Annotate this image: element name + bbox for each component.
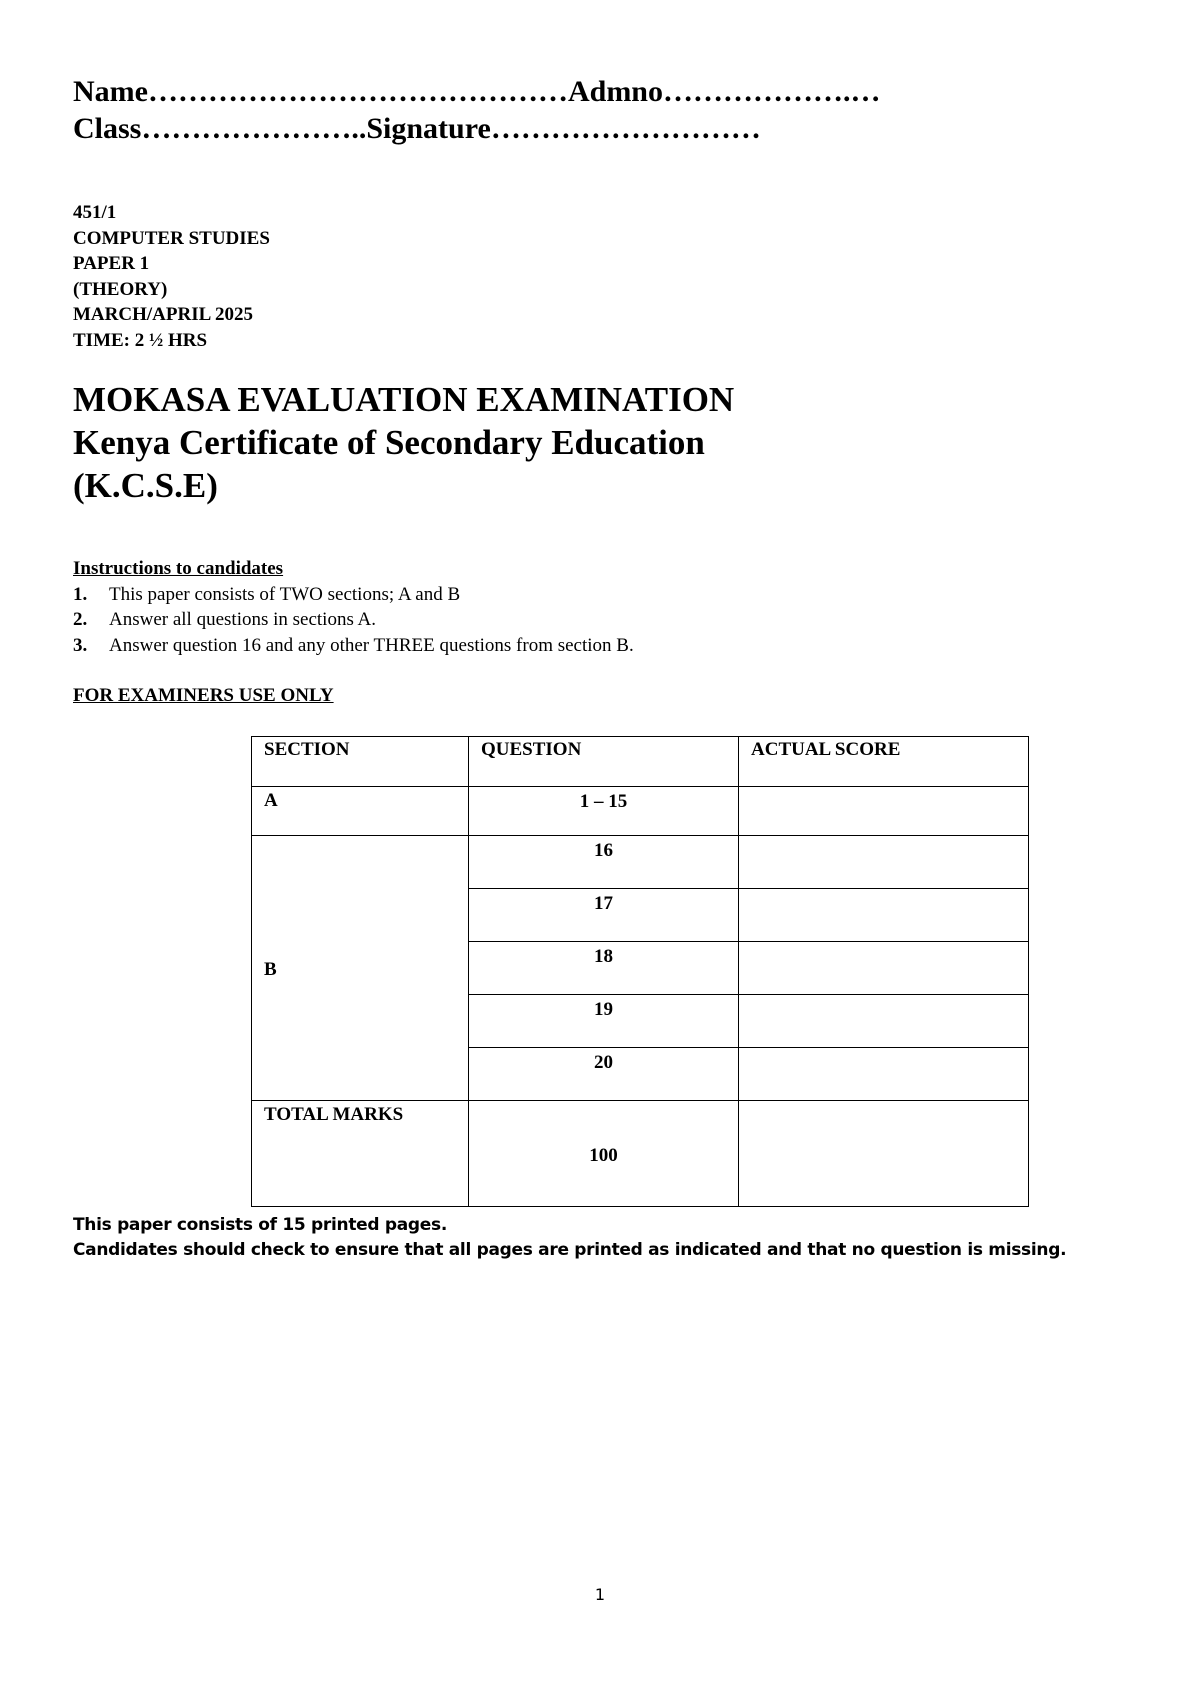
exam-title-block [73,378,734,507]
question-number: 18 [469,942,739,995]
footer-notes [73,1213,1066,1263]
section-b-label: B [252,836,469,1101]
check-note: Candidates should check to ensure that all pages are printed as indicated and that no question is missing. [73,1240,1067,1260]
certificate-name: Kenya Certificate of Secondary Education [73,423,705,462]
paper-subject: COMPUTER STUDIES [73,227,270,249]
paper-time: TIME: 2 ½ HRS [73,329,208,351]
examiners-use-heading: FOR EXAMINERS USE ONLY [73,685,334,706]
total-marks-label: TOTAL MARKS [252,1101,469,1207]
exam-name: MOKASA EVALUATION EXAMINATION [73,380,735,419]
score-cell[interactable] [739,836,1029,889]
table-row [252,1101,1029,1207]
score-table [251,736,1029,1207]
header-section: SECTION [252,737,469,787]
table-row [252,787,1029,836]
section-a-label: A [252,787,469,836]
pages-note: This paper consists of 15 printed pages. [73,1215,448,1235]
instruction-number: 1. [73,583,88,605]
paper-type: (THEORY) [73,278,168,300]
score-cell[interactable] [739,995,1029,1048]
total-score-cell[interactable] [739,1101,1029,1207]
section-a-score-cell[interactable] [739,787,1029,836]
instruction-number: 3. [73,634,88,656]
instruction-text: Answer question 16 and any other THREE questions from section B. [109,634,634,656]
certificate-abbreviation: (K.C.S.E) [73,466,218,505]
instruction-text: Answer all questions in sections A. [109,609,377,630]
score-cell[interactable] [739,889,1029,942]
instruction-item [73,607,634,633]
paper-code: 451/1 [73,202,117,223]
table-row [252,836,1029,889]
question-number: 16 [469,836,739,889]
class-signature-line: Class…………………..Signature……………………… [73,112,761,145]
instructions-list [73,582,634,659]
question-number: 19 [469,995,739,1048]
instruction-item [73,582,634,608]
instruction-number: 2. [73,609,88,630]
name-admno-line: Name……………………………………Admno……………….… [73,75,881,108]
page-number: 1 [594,1585,606,1604]
header-question: QUESTION [469,737,739,787]
question-number: 17 [469,889,739,942]
instruction-text: This paper consists of TWO sections; A and B [109,583,461,605]
instructions-heading: Instructions to candidates [73,558,284,579]
instructions-section [73,556,634,658]
question-number: 20 [469,1048,739,1101]
header-actual-score: ACTUAL SCORE [739,737,1029,787]
score-cell[interactable] [739,1048,1029,1101]
instruction-item [73,633,634,659]
total-marks-value: 100 [469,1101,739,1207]
score-cell[interactable] [739,942,1029,995]
section-a-questions: 1 – 15 [469,787,739,836]
paper-number: PAPER 1 [73,253,150,274]
table-header-row [252,737,1029,787]
paper-date: MARCH/APRIL 2025 [73,304,253,325]
paper-info-block [73,200,270,353]
